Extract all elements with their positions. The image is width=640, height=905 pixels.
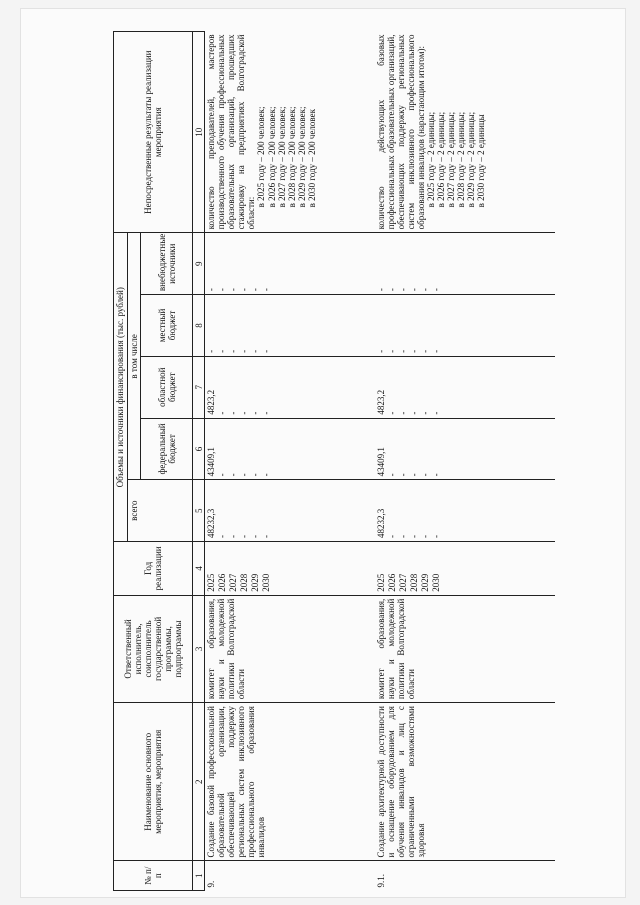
amount-value: - <box>375 349 386 353</box>
amount-value: - <box>250 411 261 415</box>
amount-value: - <box>217 288 228 292</box>
year-value: 2025 <box>375 573 386 592</box>
result-item: в 2030 году – 200 человек <box>306 109 317 208</box>
row-executor: комитет образования, науки и молодежной политики Волгоградской области <box>375 595 555 702</box>
amount-value: - <box>217 411 228 415</box>
result-item: в 2026 году – 2 единицы; <box>436 111 447 208</box>
amount-value: - <box>386 535 397 539</box>
amount-value: - <box>375 288 386 292</box>
amount-value: - <box>386 349 397 353</box>
year-value: 2026 <box>386 573 397 592</box>
amount-value: - <box>239 473 250 477</box>
rotated-table-area <box>113 31 633 891</box>
program-table <box>113 31 555 891</box>
row-name: Создание архитектурной доступности и оснащение оборудованием для обучения инвалидов и лиц с ограниченными возможностями здоровья <box>375 703 555 861</box>
row-number: 9.1. <box>375 861 555 891</box>
row-total <box>375 480 555 542</box>
amount-value: - <box>228 473 239 477</box>
col-number: 8 <box>193 295 205 357</box>
year-value: 2028 <box>408 573 419 592</box>
amount-value: - <box>397 473 408 477</box>
amount-value: - <box>239 411 250 415</box>
header-year: Год реализации <box>114 542 193 596</box>
year-value: 2026 <box>217 573 228 592</box>
amount-value: - <box>419 288 430 292</box>
amount-value: - <box>217 473 228 477</box>
result-item: в 2027 году – 200 человек; <box>276 106 287 208</box>
amount-value: - <box>261 473 272 477</box>
row-years <box>375 542 555 596</box>
row-extrabudget <box>205 233 375 295</box>
row-local <box>375 295 555 357</box>
year-value: 2029 <box>419 573 430 592</box>
table-row <box>205 32 375 891</box>
amount-value: - <box>397 288 408 292</box>
col-number: 6 <box>193 418 205 480</box>
year-value: 2027 <box>397 573 408 592</box>
row-results <box>205 32 375 233</box>
row-regional <box>375 356 555 418</box>
header-regional: областной бюджет <box>141 356 193 418</box>
year-value: 2030 <box>430 573 441 592</box>
amount-value: - <box>239 535 250 539</box>
document-page <box>20 8 626 898</box>
amount-value: - <box>386 411 397 415</box>
amount-value: - <box>239 349 250 353</box>
amount-value: - <box>419 411 430 415</box>
result-item: в 2026 году – 200 человек; <box>266 106 277 208</box>
row-local <box>205 295 375 357</box>
row-federal <box>375 418 555 480</box>
amount-value: - <box>408 473 419 477</box>
result-item: в 2025 году – 200 человек; <box>256 106 267 208</box>
amount-value: - <box>430 349 441 353</box>
result-item: в 2028 году – 2 единицы; <box>456 111 467 208</box>
amount-value: - <box>228 349 239 353</box>
result-item: в 2030 году – 2 единицы <box>476 114 487 208</box>
amount-value: 4823,2 <box>375 389 386 415</box>
header-including: в том числе <box>128 233 141 480</box>
row-number: 9. <box>205 861 375 891</box>
col-number: 2 <box>193 703 205 861</box>
amount-value: - <box>261 535 272 539</box>
row-total <box>205 480 375 542</box>
amount-value: - <box>217 535 228 539</box>
col-number: 4 <box>193 542 205 596</box>
year-value: 2025 <box>206 573 217 592</box>
table-row <box>375 32 555 891</box>
amount-value: - <box>250 288 261 292</box>
amount-value: - <box>206 349 217 353</box>
header-extrabudget: внебюджетные источники <box>141 233 193 295</box>
amount-value: - <box>430 535 441 539</box>
amount-value: - <box>397 535 408 539</box>
amount-value: - <box>239 288 250 292</box>
amount-value: - <box>250 349 261 353</box>
amount-value: 48232,3 <box>206 508 217 539</box>
row-extrabudget <box>375 233 555 295</box>
row-federal <box>205 418 375 480</box>
amount-value: - <box>408 535 419 539</box>
amount-value: - <box>430 411 441 415</box>
row-years <box>205 542 375 596</box>
amount-value: 48232,3 <box>375 508 386 539</box>
year-value: 2028 <box>239 573 250 592</box>
amount-value: 43409,1 <box>206 447 217 477</box>
result-item: в 2025 году – 2 единицы; <box>425 111 436 208</box>
amount-value: - <box>397 349 408 353</box>
amount-value: - <box>250 535 261 539</box>
year-value: 2030 <box>261 573 272 592</box>
col-number: 5 <box>193 480 205 542</box>
amount-value: - <box>419 535 430 539</box>
amount-value: - <box>228 411 239 415</box>
col-number: 3 <box>193 595 205 702</box>
amount-value: - <box>408 288 419 292</box>
year-value: 2029 <box>250 573 261 592</box>
row-executor: комитет образования, науки и молодежной политики Волгоградской области <box>205 595 375 702</box>
amount-value: - <box>261 411 272 415</box>
col-number: 1 <box>193 861 205 891</box>
amount-value: - <box>430 473 441 477</box>
col-number: 10 <box>193 32 205 233</box>
amount-value: - <box>419 349 430 353</box>
result-item: в 2029 году – 2 единицы; <box>466 111 477 208</box>
amount-value: - <box>386 473 397 477</box>
amount-value: - <box>206 288 217 292</box>
result-intro: количество преподавателей, мастеров производственного обучения профессиональных образовательных организаций, прошедших стажировку на предприятиях Волгоградской области: <box>206 34 257 230</box>
amount-value: - <box>228 535 239 539</box>
amount-value: - <box>250 473 261 477</box>
row-results <box>375 32 555 233</box>
amount-value: - <box>397 411 408 415</box>
amount-value: 4823,2 <box>206 389 217 415</box>
result-item: в 2028 году – 200 человек; <box>286 106 297 208</box>
amount-value: - <box>408 349 419 353</box>
header-executor: Ответственный исполнитель, соисполнитель государственной программы, подпрограммы <box>114 595 193 702</box>
row-name: Создание базовой профессиональной образовательной организации, обеспечивающей поддержку региональных систем инклюзивного профессионального образования инвалидов <box>205 703 375 861</box>
amount-value: - <box>217 349 228 353</box>
year-value: 2027 <box>228 573 239 592</box>
header-name: Наименование основного мероприятия, мероприятия <box>114 703 193 861</box>
row-regional <box>205 356 375 418</box>
result-item: в 2029 году – 200 человек; <box>296 106 307 208</box>
header-total: всего <box>128 480 193 542</box>
col-number: 7 <box>193 356 205 418</box>
result-item: в 2027 году – 2 единицы; <box>446 111 457 208</box>
header-results: Непосредственные результаты реализации мероприятия <box>114 32 193 233</box>
result-intro: количество действующих базовых профессиональных образовательных организаций, обеспечивающих поддержку региональных систем инклюзивного профессионального образования инвалидов (нарастающим итогом): <box>375 34 426 230</box>
header-federal: федеральный бюджет <box>141 418 193 480</box>
header-financing: Объемы и источники финансирования (тыс. рублей) <box>114 233 128 542</box>
amount-value: - <box>261 349 272 353</box>
col-number: 9 <box>193 233 205 295</box>
header-num: № п/п <box>114 861 193 891</box>
amount-value: - <box>419 473 430 477</box>
amount-value: - <box>228 288 239 292</box>
header-local: местный бюджет <box>141 295 193 357</box>
amount-value: - <box>430 288 441 292</box>
amount-value: - <box>261 288 272 292</box>
amount-value: 43409,1 <box>375 447 386 477</box>
amount-value: - <box>408 411 419 415</box>
amount-value: - <box>386 288 397 292</box>
